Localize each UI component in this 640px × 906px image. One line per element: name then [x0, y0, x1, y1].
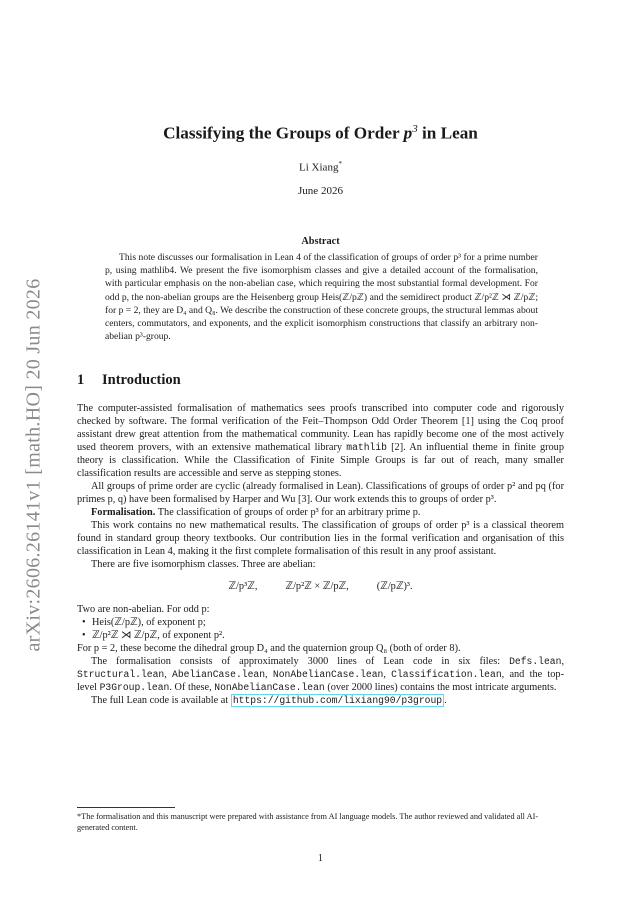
paragraph: There are five isomorphism classes. Three are abelian:	[91, 559, 316, 570]
paragraph: This work contains no new mathematical results. The classification of groups of order p³ is a classical theorem found in standard group theory textbooks. Our contribution lies in the formal verification and organisation of this classification in Lean 4, making it the first complete formalisation of this result in any proof assistant.	[77, 520, 564, 557]
paragraph: Two are non-abelian. For odd p:	[77, 604, 210, 615]
paragraph: For p = 2, these become the dihedral group D₄ and the quaternion group Q₈ (both of order 8).	[77, 643, 461, 654]
nonabelian-list	[77, 616, 564, 642]
paragraph: Formalisation. The classification of groups of order p³ for an arbitrary prime p.	[91, 507, 421, 518]
list-item: • ℤ/p²ℤ ⋊ ℤ/pℤ, of exponent p².	[77, 629, 564, 642]
abelian-groups-display: ℤ/p³ℤ, ℤ/p²ℤ × ℤ/pℤ, (ℤ/pℤ)³.	[228, 581, 413, 592]
page-number: 1	[317, 853, 324, 864]
paragraph: The formalisation consists of approximately 3000 lines of Lean code in six files: Defs.lean, Structural.lean, AbelianCase.lean, NonAbelianCase.lean, Classification.lean, and the top-level P3Group.lean. Of these, NonAbelianCase.lean (over 2000 lines) contains the most intricate arguments.	[77, 656, 565, 693]
footnote-rule	[77, 807, 175, 808]
abstract-text: This note discusses our formalisation in Lean 4 of the classification of groups of order p³ for a prime number p, using mathlib4. We present the five isomorphism classes and give a detailed account of the formalisation, with particular emphasis on the non-abelian case, which requiring the most substantial formal development. For odd p, the non-abelian groups are the Heisenberg group Heis(ℤ/pℤ) and the semidirect product ℤ/p²ℤ ⋊ ℤ/pℤ; for p = 2, they are D₄ and Q₈. We describe the construction of these concrete groups, the structural lemmas about centers, commutators, and exponents, and the explicit isomorphism constructions that classify an arbitrary non-abelian p³-group.	[105, 252, 538, 343]
list-item: • Heis(ℤ/pℤ), of exponent p;	[77, 616, 564, 629]
arxiv-identifier: arXiv:2606.26141v1 [math.HO] 20 Jun 2026	[22, 278, 45, 652]
abstract-heading: Abstract	[301, 236, 340, 247]
footnote: *The formalisation and this manuscript were prepared with assistance from AI language models. The author reviewed and validated all AI-generated content.	[77, 812, 539, 832]
introduction-body	[77, 402, 564, 707]
paragraph: All groups of prime order are cyclic (already formalised in Lean). Classifications of groups of order p² and pq (for primes p, q) have been formalised by Harper and Wu [3]. Our work extends this to groups of order p³.	[77, 481, 564, 505]
author: Li Xiang*	[299, 160, 342, 174]
paragraph: The full Lean code is available at https://github.com/lixiang90/p3group .	[91, 695, 447, 706]
paragraph: The computer-assisted formalisation of mathematics sees proofs transcribed into computer code and rigorously checked by software. The formal verification of the Feit–Thompson Odd Order Theorem [1] using the Coq proof assistant drew great attention from the mathematical community. Lean has rapidly become one of the most actively used theorem provers, with an extensive mathematical library mathlib [2]. An influential theme in finite group theory is classification. While the Classification of Finite Simple Groups is far out of reach, many smaller classification results are accessible and serve as stepping stones.	[77, 403, 564, 479]
arxiv-sidebar-stamp	[14, 250, 54, 680]
paper-title: Classifying the Groups of Order $p^3$ in Lean	[163, 123, 478, 143]
date: June 2026	[298, 185, 343, 197]
section-heading: 1 Introduction	[77, 372, 181, 388]
github-link[interactable]: https://github.com/lixiang90/p3group	[232, 695, 443, 706]
